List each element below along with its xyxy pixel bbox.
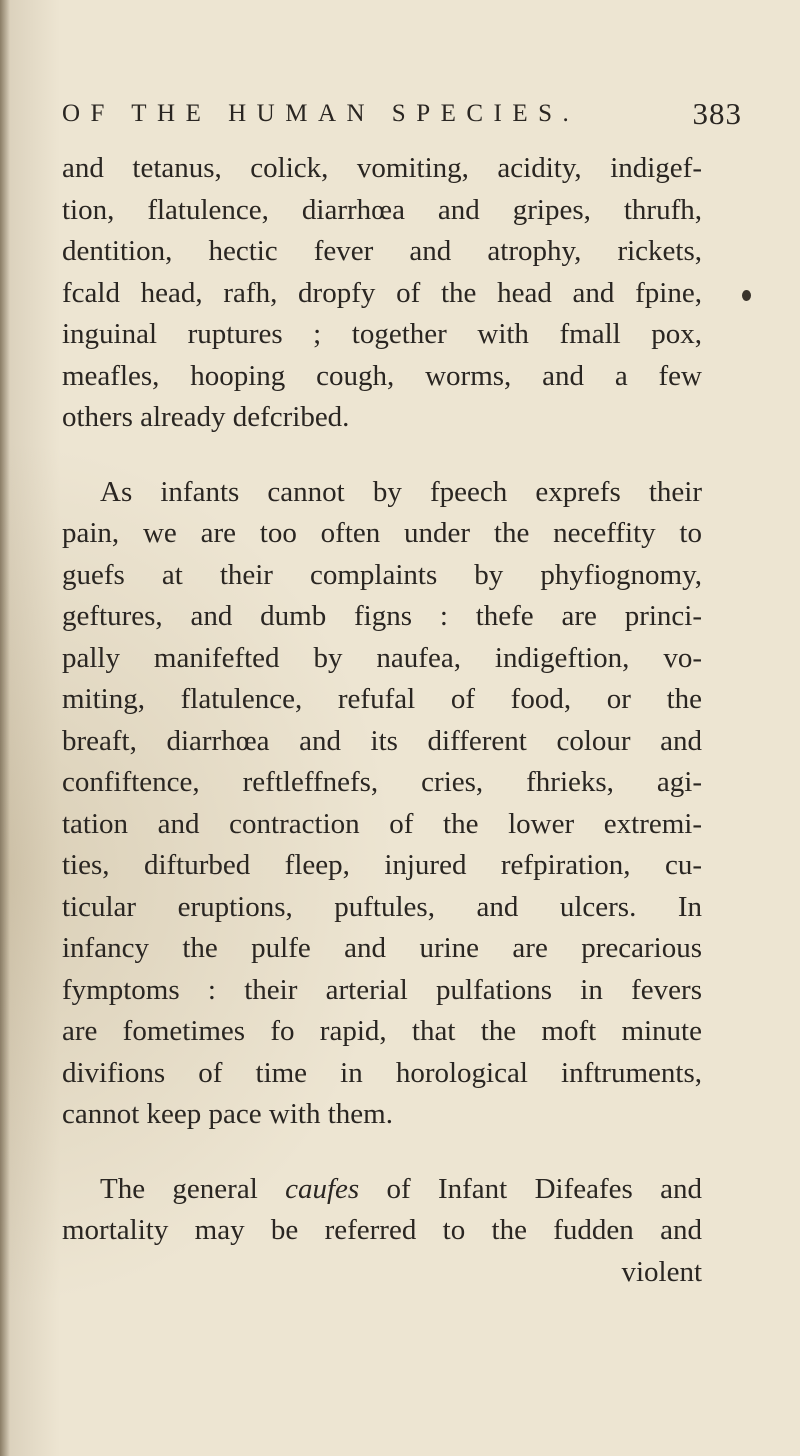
text-line: inguinal ruptures ; together with fmall pox, xyxy=(62,318,702,350)
page-number: 383 xyxy=(692,96,742,131)
paragraph-1 xyxy=(62,148,702,439)
text-line: confiftence, reftleffnefs, cries, fhrieks, agi- xyxy=(62,766,702,798)
text-run: of Infant Difeafes and xyxy=(359,1172,702,1205)
text-line: dentition, hectic fever and atrophy, rickets, xyxy=(62,235,702,267)
text-line: mortality may be referred to the fudden and xyxy=(62,1214,702,1246)
text-line: meafles, hooping cough, worms, and a few xyxy=(62,359,702,392)
text-line: divifions of time in horological inftruments, xyxy=(62,1056,702,1089)
page-header xyxy=(62,96,742,140)
text-line: fcald head, rafh, dropfy of the head and fpine, xyxy=(62,276,702,309)
body-text xyxy=(62,148,702,1293)
text-line: pain, we are too often under the neceffity to xyxy=(62,517,702,549)
text-line: tion, flatulence, diarrhœa and gripes, thrufh, xyxy=(62,193,702,226)
text-line: are fometimes fo rapid, that the moft minute xyxy=(62,1015,702,1047)
italic-word: caufes xyxy=(285,1172,360,1205)
running-title: OF THE HUMAN SPECIES. xyxy=(62,100,580,127)
text-line: breaft, diarrhœa and its different colour and xyxy=(62,724,702,757)
text-line: As infants cannot by fpeech exprefs their xyxy=(100,475,702,508)
text-line: ticular eruptions, puftules, and ulcers. In xyxy=(62,890,702,923)
text-line: fymptoms : their arterial pulfations in fevers xyxy=(62,973,702,1006)
text-line: others already defcribed. xyxy=(62,401,350,433)
text-line: geftures, and dumb figns : thefe are princi- xyxy=(62,600,702,632)
text-line: guefs at their complaints by phyfiognomy, xyxy=(62,558,702,591)
text-run: The general xyxy=(100,1172,286,1205)
text-line: miting, flatulence, refufal of food, or the xyxy=(62,683,702,715)
paragraph-2 xyxy=(62,472,702,1136)
paragraph-gap xyxy=(62,439,702,472)
text-line: ties, difturbed fleep, injured refpiration, cu- xyxy=(62,849,702,881)
text-line: cannot keep pace with them. xyxy=(62,1098,393,1130)
paragraph-3 xyxy=(62,1169,702,1294)
text-line: infancy the pulfe and urine are precarious xyxy=(62,932,702,964)
catchword: violent xyxy=(621,1255,702,1288)
text-line: tation and contraction of the lower extremi- xyxy=(62,807,702,840)
text-line: and tetanus, colick, vomiting, acidity, indigef- xyxy=(62,152,702,184)
page-gutter-shadow xyxy=(0,0,10,1456)
paragraph-gap xyxy=(62,1136,702,1169)
text-line xyxy=(62,1169,702,1211)
text-line: pally manifefted by naufea, indigeftion, vo- xyxy=(62,641,702,674)
ink-spot xyxy=(742,290,751,301)
